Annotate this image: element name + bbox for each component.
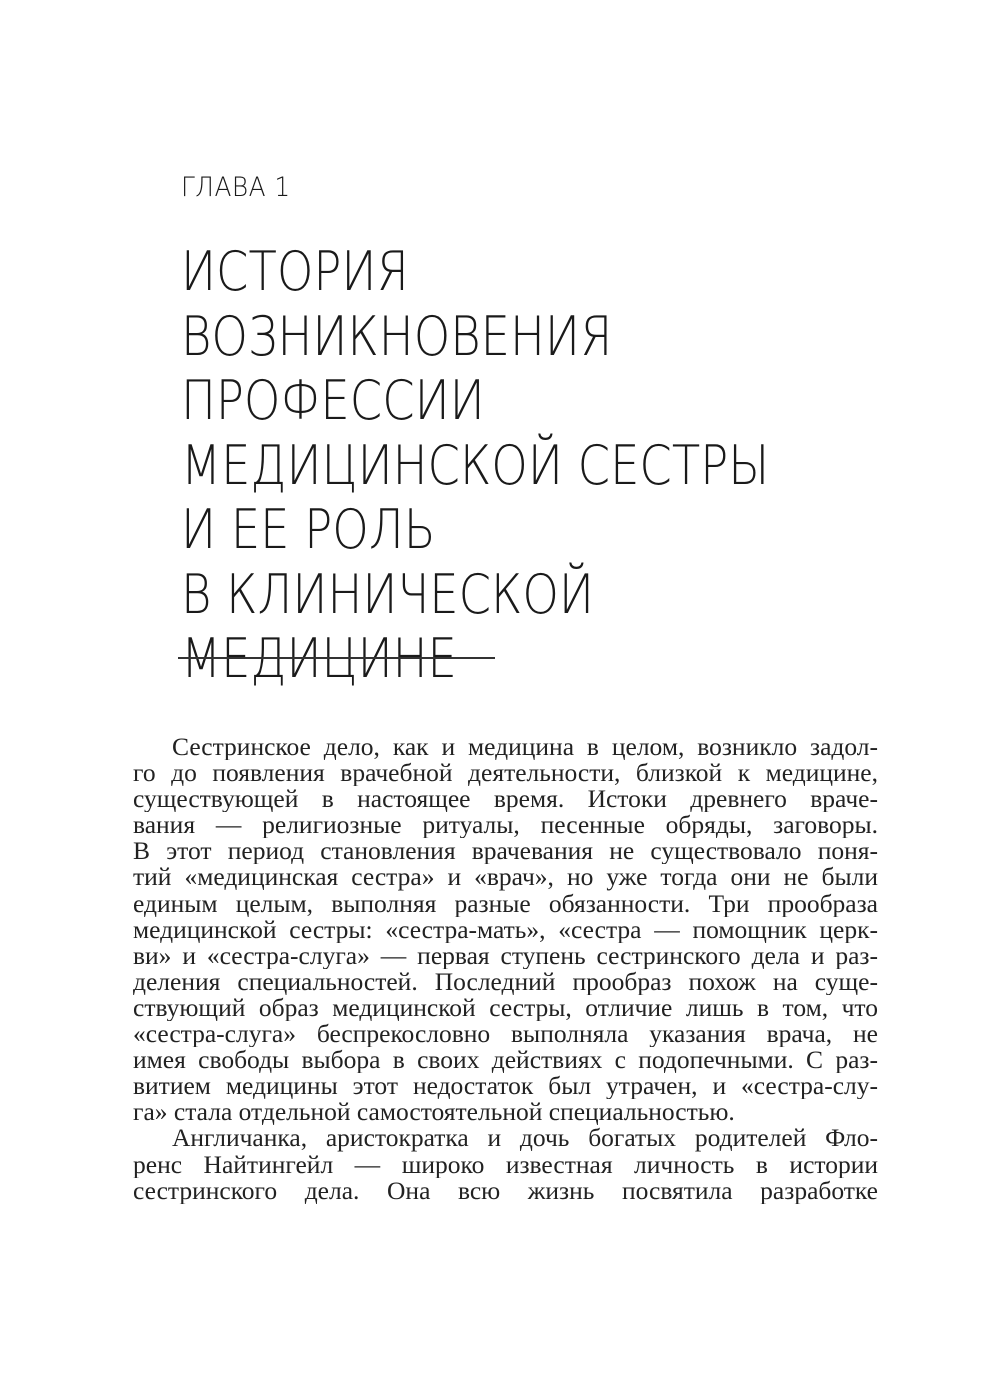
- body-text: [133, 734, 878, 1204]
- text-line: ви» и «сестра-слуга» — первая ступень сестринского дела и раз-: [133, 942, 878, 969]
- text-line: имея свободы выбора в своих действиях с подопечными. С раз-: [133, 1047, 878, 1074]
- text-line: единым целым, выполняя разные обязанности. Три прообраза: [133, 890, 878, 917]
- paragraph-1: [133, 734, 878, 1125]
- text-line: вания — религиозные ритуалы, песенные обряды, заговоры.: [133, 812, 878, 839]
- text-line: витием медицины этот недостаток был утрачен, и «сестра-слу-: [133, 1073, 878, 1100]
- text-line: ренс Найтингейл — широко известная личность в истории: [133, 1151, 878, 1178]
- text-line: ствующий образ медицинской сестры, отличие лишь в том, что: [133, 994, 878, 1022]
- title-line: И ЕЕ РОЛЬ: [181, 498, 436, 561]
- chapter-label: ГЛАВА 1: [181, 172, 291, 203]
- title-line: ИСТОРИЯ: [181, 240, 409, 303]
- text-line: Англичанка, аристократка и дочь богатых родителей Фло-: [172, 1125, 878, 1152]
- text-line: В этот период становления врачевания не существовало поня-: [133, 838, 878, 865]
- text-line: га» стала отдельной самостоятельной специальностью.: [133, 1099, 735, 1126]
- text-line: существующей в настоящее время. Истоки древнего враче-: [133, 786, 878, 813]
- text-line: медицинской сестры: «сестра-мать», «сестра — помощник церк-: [133, 916, 878, 943]
- title-line: ВОЗНИКНОВЕНИЯ: [181, 304, 613, 368]
- paragraph-2: [133, 1125, 878, 1203]
- chapter-title: [181, 240, 800, 692]
- text-line: го до появления врачебной деятельности, близкой к медицине,: [133, 760, 878, 787]
- text-line: сестринского дела. Она всю жизнь посвятила разработке: [133, 1177, 878, 1204]
- title-line: В КЛИНИЧЕСКОЙ: [181, 562, 594, 626]
- title-line: МЕДИЦИНСКОЙ СЕСТРЫ: [181, 433, 770, 497]
- title-line: МЕДИЦИНЕ: [181, 627, 457, 690]
- title-underline-divider: [178, 657, 495, 659]
- text-line: Сестринское дело, как и медицина в целом, возникло задол-: [172, 734, 878, 761]
- title-line: ПРОФЕССИИ: [181, 369, 485, 432]
- text-line: «сестра-слуга» беспрекословно выполняла указания врача, не: [133, 1021, 878, 1048]
- text-line: тий «медицинская сестра» и «врач», но уже тогда они не были: [133, 864, 878, 891]
- text-line: деления специальностей. Последний прообраз похож на суще-: [133, 968, 878, 995]
